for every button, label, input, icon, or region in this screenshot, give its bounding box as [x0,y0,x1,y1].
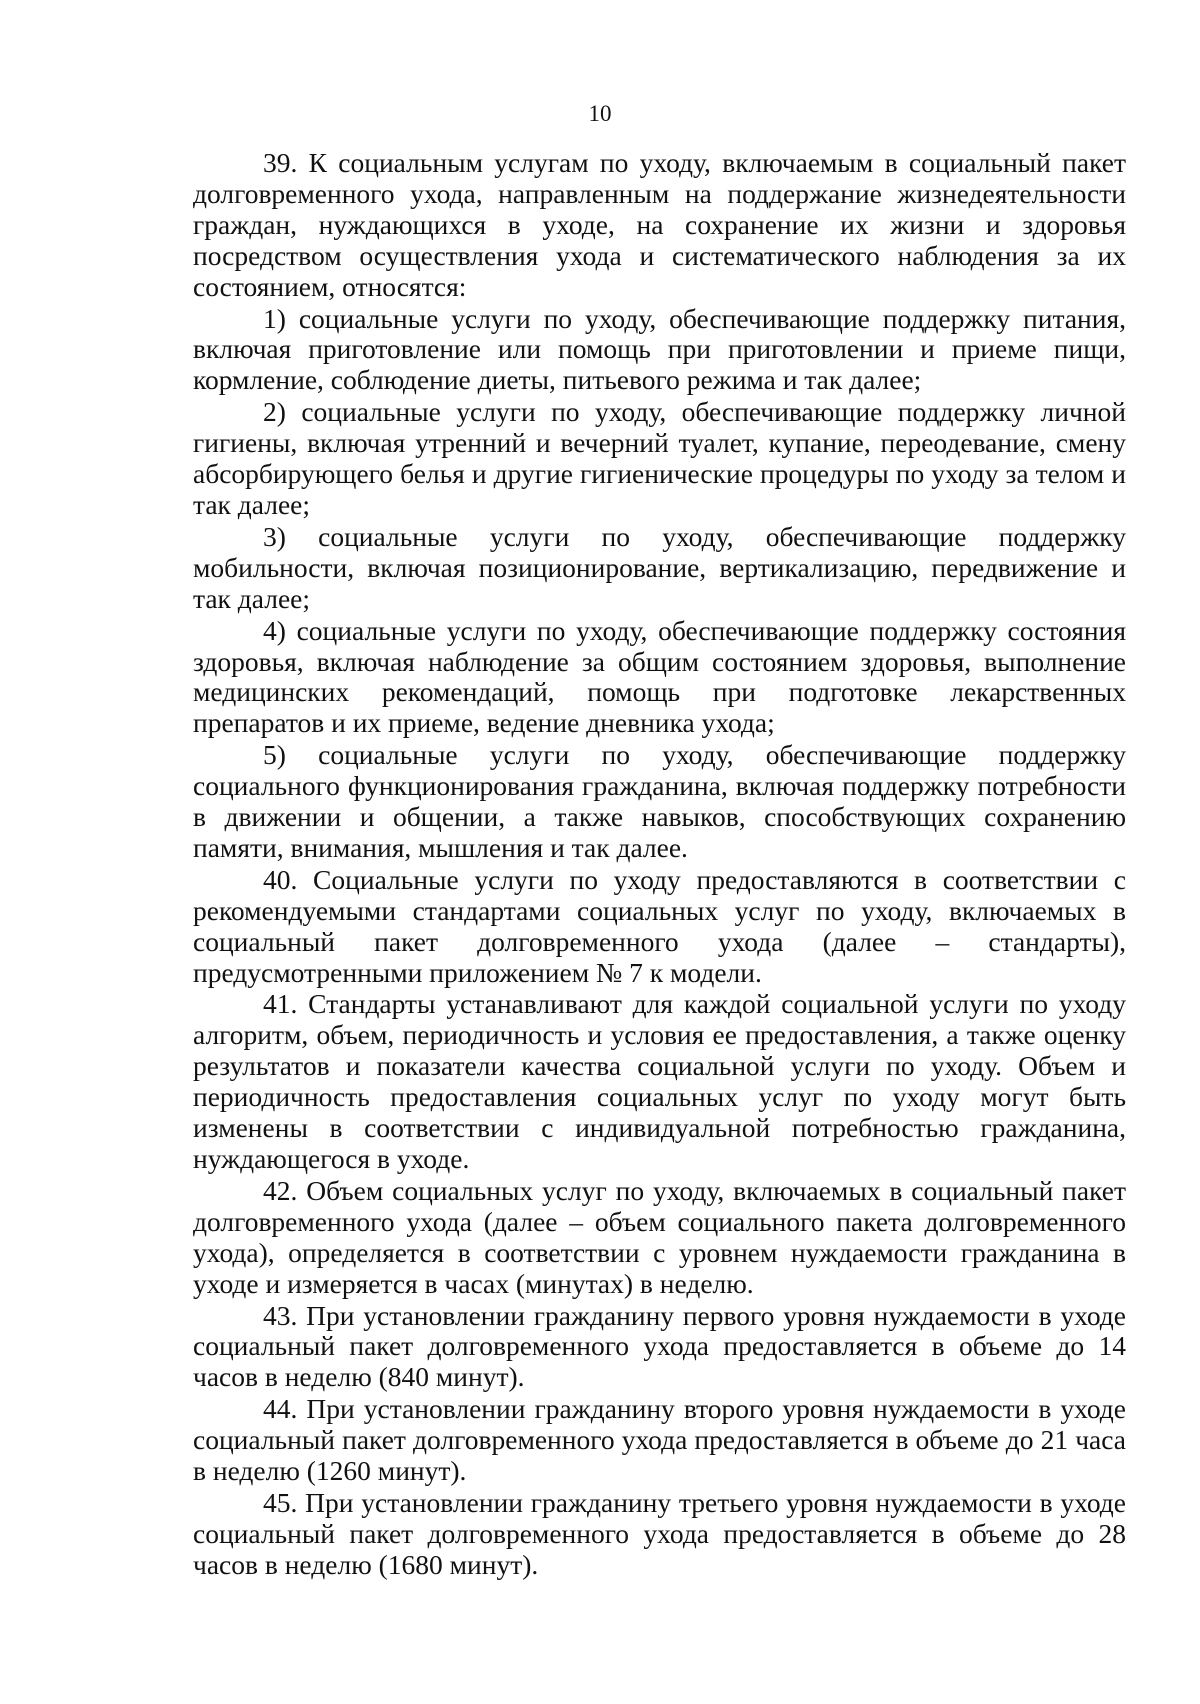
list-item-1: 1) социальные услуги по уходу, обеспечивающие поддержку питания, включая приготовление или помощь при приготовлении и приеме пищи, кормление, соблюдение диеты, питьевого режима и так далее; [193,302,1126,396]
list-item-3: 3) социальные услуги по уходу, обеспечивающие поддержку мобильности, включая позиционирование, вертикализацию, передвижение и так далее; [193,520,1126,614]
list-item-5: 5) социальные услуги по уходу, обеспечивающие поддержку социального функционирования гражданина, включая поддержку потребности в движении и общении, а также навыков, способствующих сохранению памяти, внимания, мышления и так далее. [193,739,1126,863]
paragraph-41: 41. Стандарты устанавливают для каждой социальной услуги по уходу алгоритм, объем, периодичность и условия ее предоставления, а также оценку результатов и показатели качества социальной услуги по уходу. Объем и периодичность предоставления социальных услуг по уходу могут быть изменены в соответствии с индивидуальной потребностью гражданина, нуждающегося в уходе. [193,988,1126,1174]
page-number: 10 [588,101,612,126]
paragraph-42: 42. Объем социальных услуг по уходу, включаемых в социальный пакет долговременного ухода (далее – объем социального пакета долговременного ухода), определяется в соответствии с уровнем нуждаемости гражданина в уходе и измеряется в часах (минутах) в неделю. [193,1174,1126,1299]
paragraph-40: 40. Социальные услуги по уходу предоставляются в соответствии с рекомендуемыми стандартами социальных услуг по уходу, включаемых в социальный пакет долговременного ухода (далее – стандарты), предусмотренными приложением № 7 к модели. [193,863,1126,988]
list-item-2: 2) социальные услуги по уходу, обеспечивающие поддержку личной гигиены, включая утренний и вечерний туалет, купание, переодевание, смену абсорбирующего белья и другие гигиенические процедуры по уходу за телом и так далее; [193,396,1126,520]
paragraph-39: 39. К социальным услугам по уходу, включаемым в социальный пакет долговременного ухода, направленным на поддержание жизнедеятельности граждан, нуждающихся в уходе, на сохранение их жизни и здоровья посредством осуществления ухода и систематического наблюдения за их состоянием, относятся: [193,147,1126,302]
document-body [193,148,1126,1582]
paragraph-44: 44. При установлении гражданину второго уровня нуждаемости в уходе социальный пакет долговременного ухода предоставляется в объеме до 21 часа в неделю (1260 минут). [193,1393,1126,1487]
list-item-4: 4) социальные услуги по уходу, обеспечивающие поддержку состояния здоровья, включая наблюдение за общим состоянием здоровья, выполнение медицинских рекомендаций, помощь при подготовке лекарственных препаратов и их приеме, ведение дневника ухода; [193,614,1126,739]
paragraph-45: 45. При установлении гражданину третьего уровня нуждаемости в уходе социальный пакет долговременного ухода предоставляется в объеме до 28 часов в неделю (1680 минут). [193,1486,1126,1580]
paragraph-43: 43. При установлении гражданину первого уровня нуждаемости в уходе социальный пакет долговременного ухода предоставляется в объеме до 14 часов в неделю (840 минут). [193,1299,1126,1393]
